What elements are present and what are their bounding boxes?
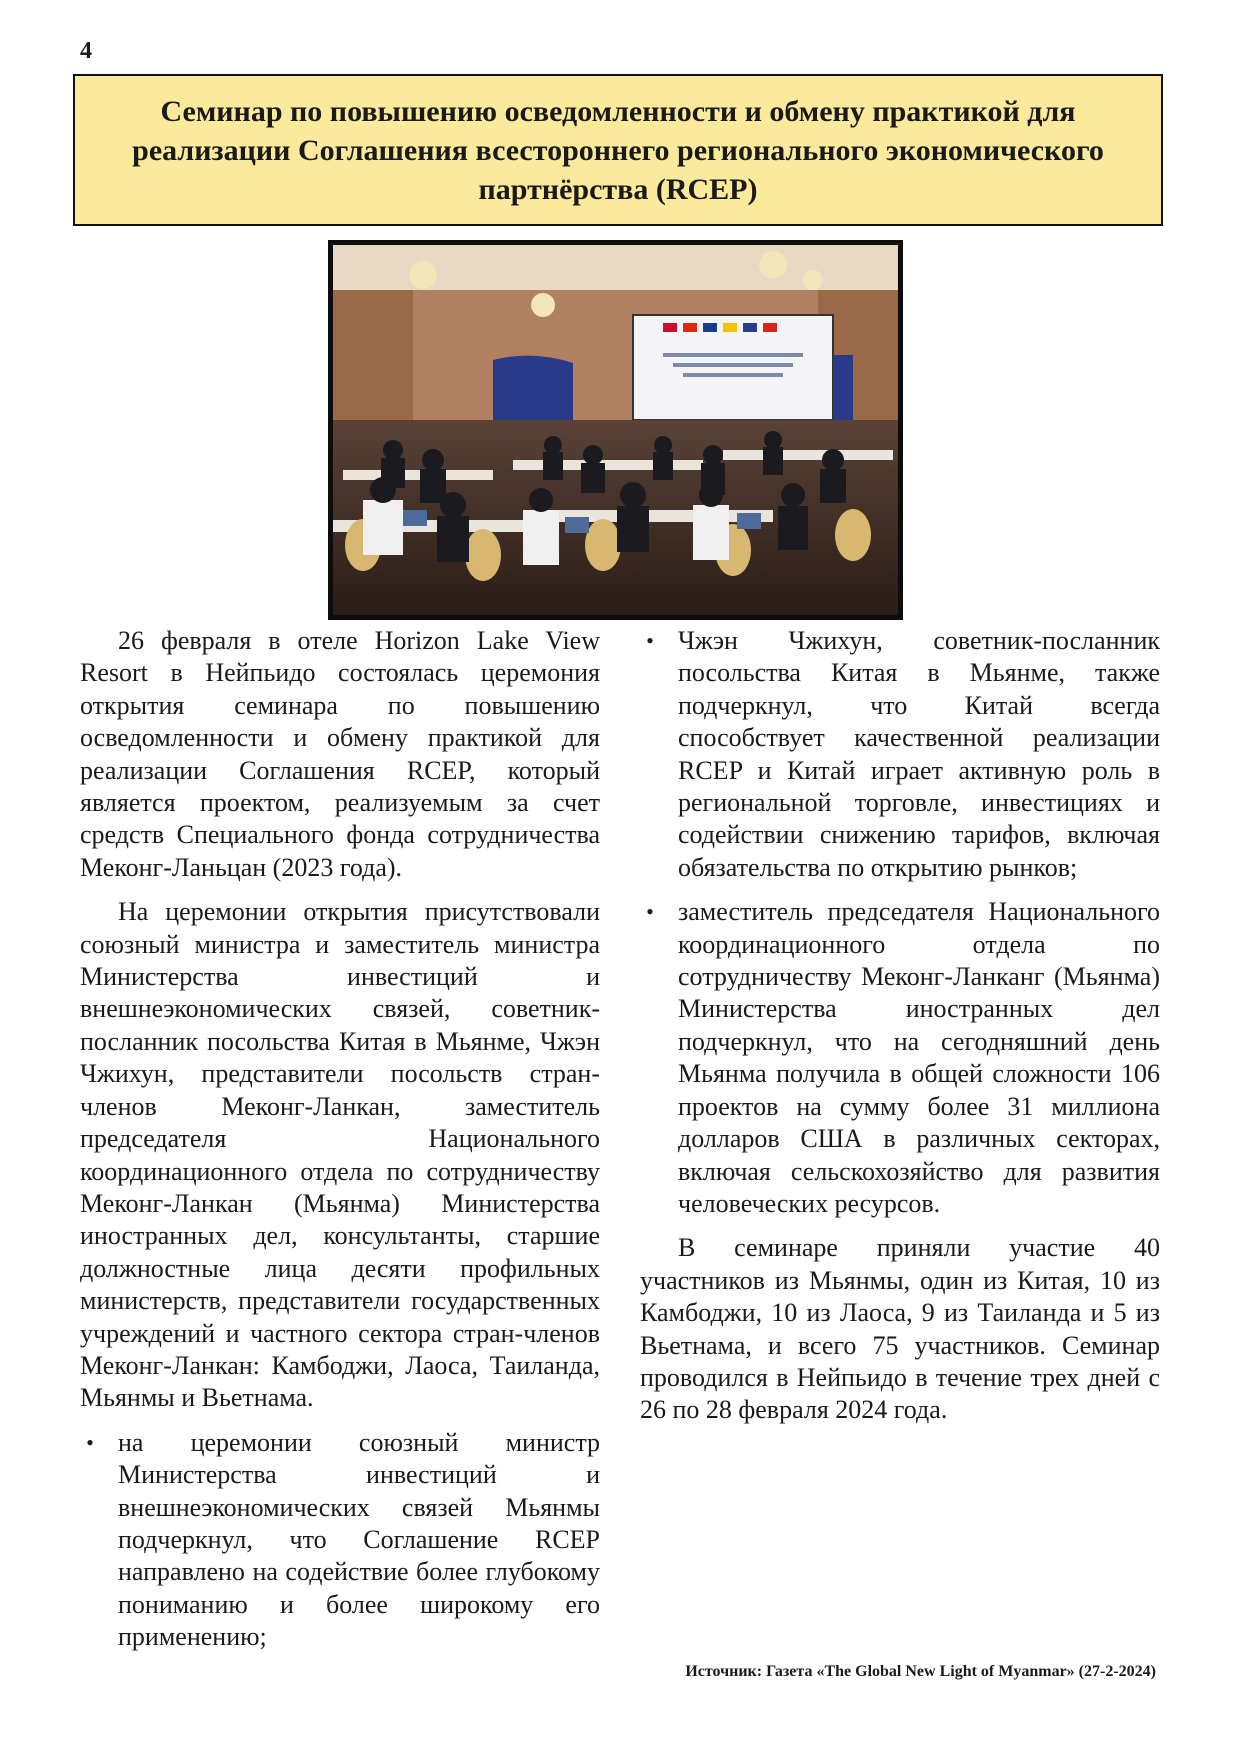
left-column [80,625,600,1666]
bullet-list-left [80,1427,600,1654]
list-item [640,896,1160,1220]
list-item [640,625,1160,884]
intro-paragraph: 26 февраля в отеле Horizon Lake View Resort в Нейпьидо состоялась церемония открытия семинара по повышению осведомленности и обмену практикой для реализации Соглашения RCEP, который является проектом, реализуемым за счет средств Специального фонда сотрудничества Меконг-Ланьцан (2023 года). [80,626,600,882]
bullet-icon: • [646,628,654,653]
bullet-text: заместитель председателя Национального координационного отдела по сотрудничеству Меконг-Ланканг (Мьянма) Министерства иностранных дел подчеркнул, что на сегодняшний день Мьянма получила в общей сложности 106 проектов на сумму более 31 миллиона долларов США в различных секторах, включая сельскохозяйство для развития человеческих ресурсов. [678,897,1160,1218]
page-number: 4 [80,38,92,64]
list-item [80,1427,600,1654]
seminar-photo [328,240,903,620]
attendees-paragraph: На церемонии открытия присутствовали союзный министра и заместитель министра Министерства инвестиций и внешнеэкономических связей, советник-посланник посольства Китая в Мьянме, Чжэн Чжихун, представители посольств стран-членов Меконг-Ланкан, заместитель председателя Национального координационного отдела по сотрудничеству Меконг-Ланкан (Мьянма) Министерства иностранных дел, консультанты, старшие должностные лица десяти профильных министерств, представители государственных учреждений и частного сектора стран-членов Меконг-Ланкан: Камбоджи, Лаоса, Таиланда, Мьянмы и Вьетнама. [80,897,600,1413]
bullet-icon: • [86,1429,94,1455]
source-credit: Источник: Газета «The Global New Light of Myanmar» (27-2-2024) [685,1663,1156,1680]
bullet-text: на церемонии союзный министр Министерства инвестиций и внешнеэкономических связей Мьянмы подчеркнул, что Соглашение RCEP направлено на содействие более глубокому пониманию и более широкому его применению; [118,1427,600,1652]
conference-hall-illustration [333,245,898,615]
title-banner [73,74,1163,226]
bullet-icon: • [646,899,654,925]
bullet-text: Чжэн Чжихун, советник-посланник посольства Китая в Мьянме, также подчеркнул, что Китай всегда способствует качественной реализации RCEP и Китай играет активную роль в региональной торговле, инвестициях и содействии снижению тарифов, включая обязательства по открытию рынков; [678,626,1160,882]
bullet-list-right [640,625,1160,1220]
page-title: Семинар по повышению осведомленности и обмену практикой для реализации Соглашения всестороннего регионального экономического партнёрства (RCEP) [132,94,1104,206]
right-column [640,625,1160,1439]
participants-paragraph: В семинаре приняли участие 40 участников из Мьянмы, один из Китая, 10 из Камбоджи, 10 из Лаоса, 9 из Таиланда и 5 из Вьетнама, и всего 75 участников. Семинар проводился в Нейпьидо в течение трех дней с 26 по 28 февраля 2024 года. [640,1233,1160,1425]
